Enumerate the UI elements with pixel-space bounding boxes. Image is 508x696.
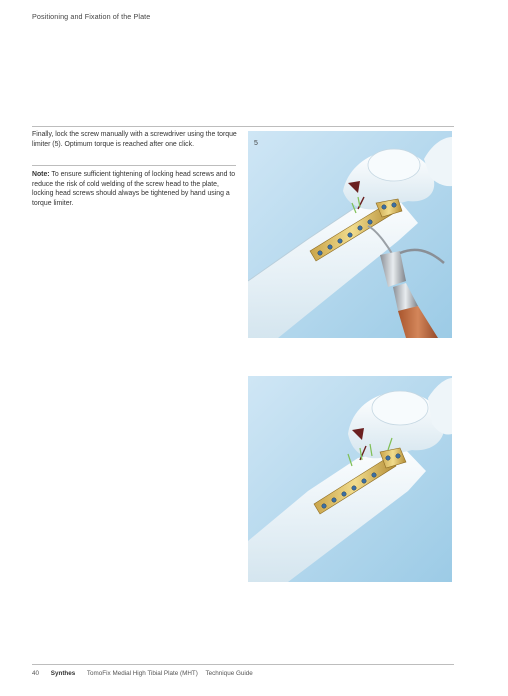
note-text: To ensure sufficient tightening of locking head screws and to reduce the risk of cold welding of the screw head to the plate, locking head screws should always be tightened by hand using a torque limiter. (32, 171, 236, 207)
page-number: 40 (32, 670, 40, 677)
brand-name: Synthes (50, 670, 76, 677)
note-label: Note: (32, 171, 50, 178)
note-block (32, 170, 242, 208)
top-divider (32, 126, 454, 127)
note-divider (32, 165, 236, 166)
page-footer (32, 670, 253, 677)
figure-5-label: 5 (254, 140, 258, 147)
footer-divider (32, 664, 454, 665)
figure-locked-screws (248, 376, 452, 582)
figure-5-screwdriver-torque-limiter (248, 131, 452, 338)
section-header: Positioning and Fixation of the Plate (32, 12, 151, 21)
tibia-screwdriver-illustration (248, 131, 452, 338)
document-type: Technique Guide (205, 670, 253, 677)
tibia-plate-illustration (248, 376, 452, 582)
product-title: TomoFix Medial High Tibial Plate (MHT) (86, 670, 198, 677)
instruction-paragraph: Finally, lock the screw manually with a screwdriver using the torque limiter (5). Optimum torque is reached after one click. (32, 131, 237, 148)
